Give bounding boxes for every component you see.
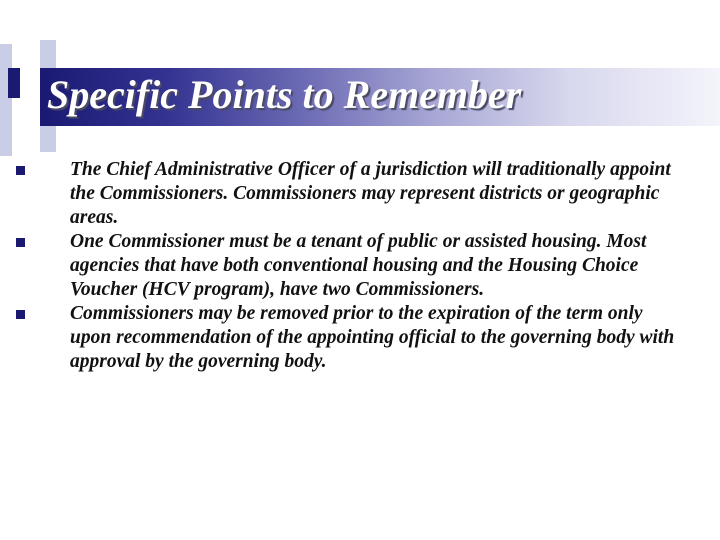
bullet-text: The Chief Administrative Officer of a jurisdiction will traditionally appoint the Commissioners. Commissioners may represent districts or geographic areas.: [70, 159, 671, 228]
bullet-item: [16, 158, 688, 230]
bullet-list: [16, 158, 688, 374]
square-bullet-icon: [16, 166, 25, 175]
bullet-item: [16, 302, 688, 374]
decorative-bar-vertical-dark: [40, 68, 46, 126]
bullet-item: [16, 230, 688, 302]
decorative-square-dark: [8, 68, 20, 98]
slide-title: Specific Points to Remember: [47, 72, 522, 117]
square-bullet-icon: [16, 238, 25, 247]
square-bullet-icon: [16, 310, 25, 319]
decorative-bar-left: [0, 44, 12, 156]
bullet-text: Commissioners may be removed prior to the expiration of the term only upon recommendation of the appointing official to the governing body with approval by the governing body.: [70, 303, 675, 372]
bullet-text: One Commissioner must be a tenant of public or assisted housing. Most agencies that have both conventional housing and the Housing Choice Voucher (HCV program), have two Commissioners.: [70, 231, 647, 300]
